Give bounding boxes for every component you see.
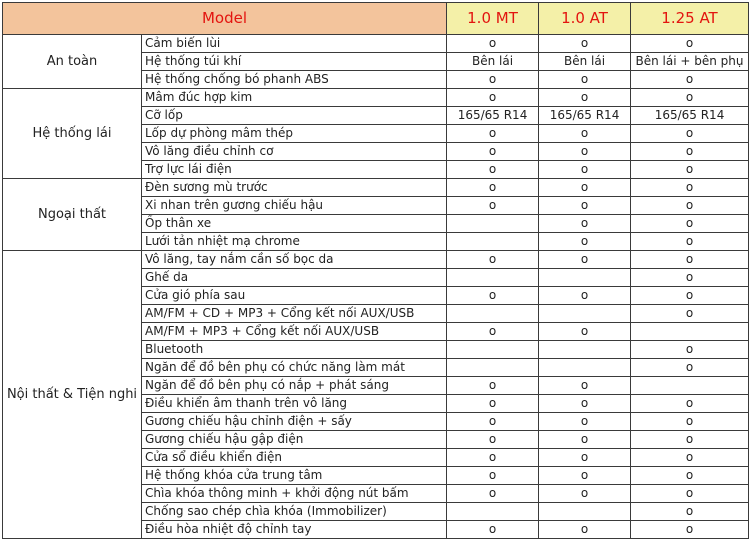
variant-value-1: o <box>447 377 539 395</box>
variant-value-3: o <box>631 161 749 179</box>
variant-value-2: o <box>539 233 631 251</box>
variant-value-2: o <box>539 215 631 233</box>
variant-value-3: o <box>631 197 749 215</box>
variant-value-2 <box>539 359 631 377</box>
spec-table-body <box>3 35 749 539</box>
feature-name: AM/FM + CD + MP3 + Cổng kết nối AUX/USB <box>142 305 447 323</box>
variant-value-3: Bên lái + bên phụ <box>631 53 749 71</box>
variant-value-1: o <box>447 161 539 179</box>
variant-value-2: o <box>539 521 631 539</box>
feature-name: Cỡ lốp <box>142 107 447 125</box>
variant-value-1: o <box>447 449 539 467</box>
variant-value-2: o <box>539 161 631 179</box>
variant-value-2: o <box>539 71 631 89</box>
variant-value-2 <box>539 341 631 359</box>
variant-value-1 <box>447 215 539 233</box>
header-variant-1: 1.0 MT <box>447 3 539 35</box>
feature-name: Lưới tản nhiệt mạ chrome <box>142 233 447 251</box>
variant-value-3: o <box>631 305 749 323</box>
feature-name: Vô lăng điều chỉnh cơ <box>142 143 447 161</box>
variant-value-1: o <box>447 143 539 161</box>
feature-name: Ngăn để đồ bên phụ có nắp + phát sáng <box>142 377 447 395</box>
table-row <box>3 179 749 197</box>
variant-value-2 <box>539 269 631 287</box>
variant-value-2: o <box>539 485 631 503</box>
variant-value-2: o <box>539 125 631 143</box>
variant-value-3: o <box>631 413 749 431</box>
variant-value-2: 165/65 R14 <box>539 107 631 125</box>
variant-value-1: Bên lái <box>447 53 539 71</box>
variant-value-1 <box>447 233 539 251</box>
variant-value-1: o <box>447 467 539 485</box>
variant-value-2: o <box>539 89 631 107</box>
feature-name: Điều khiển âm thanh trên vô lăng <box>142 395 447 413</box>
variant-value-1: o <box>447 251 539 269</box>
variant-value-1: o <box>447 431 539 449</box>
variant-value-3: o <box>631 71 749 89</box>
variant-value-2: o <box>539 413 631 431</box>
table-row <box>3 251 749 269</box>
feature-name: Xi nhan trên gương chiếu hậu <box>142 197 447 215</box>
variant-value-1: 165/65 R14 <box>447 107 539 125</box>
feature-name: Cửa sổ điều khiển điện <box>142 449 447 467</box>
spec-table <box>2 2 749 539</box>
variant-value-1: o <box>447 287 539 305</box>
feature-name: Điều hòa nhiệt độ chỉnh tay <box>142 521 447 539</box>
variant-value-2: o <box>539 395 631 413</box>
variant-value-1: o <box>447 35 539 53</box>
feature-name: AM/FM + MP3 + Cổng kết nối AUX/USB <box>142 323 447 341</box>
variant-value-3: o <box>631 521 749 539</box>
variant-value-3: o <box>631 179 749 197</box>
category-label: Hệ thống lái <box>3 89 142 179</box>
variant-value-2: o <box>539 467 631 485</box>
feature-name: Cửa gió phía sau <box>142 287 447 305</box>
variant-value-3: o <box>631 503 749 521</box>
variant-value-3: o <box>631 233 749 251</box>
variant-value-2: o <box>539 35 631 53</box>
variant-value-3: o <box>631 431 749 449</box>
variant-value-3: o <box>631 287 749 305</box>
variant-value-3: o <box>631 467 749 485</box>
spec-table-header <box>3 3 749 35</box>
table-row <box>3 89 749 107</box>
variant-value-3: o <box>631 449 749 467</box>
variant-value-3 <box>631 377 749 395</box>
header-variant-3: 1.25 AT <box>631 3 749 35</box>
feature-name: Chống sao chép chìa khóa (Immobilizer) <box>142 503 447 521</box>
category-label: An toàn <box>3 35 142 89</box>
feature-name: Chìa khóa thông minh + khởi động nút bấm <box>142 485 447 503</box>
variant-value-2: o <box>539 287 631 305</box>
feature-name: Bluetooth <box>142 341 447 359</box>
variant-value-3: o <box>631 485 749 503</box>
table-row <box>3 35 749 53</box>
header-row <box>3 3 749 35</box>
feature-name: Hệ thống khóa cửa trung tâm <box>142 467 447 485</box>
feature-name: Hệ thống túi khí <box>142 53 447 71</box>
feature-name: Trợ lực lái điện <box>142 161 447 179</box>
feature-name: Vô lăng, tay nắm cần số bọc da <box>142 251 447 269</box>
variant-value-3: o <box>631 35 749 53</box>
variant-value-3: o <box>631 251 749 269</box>
feature-name: Mâm đúc hợp kim <box>142 89 447 107</box>
variant-value-2 <box>539 503 631 521</box>
category-label: Nội thất & Tiện nghi <box>3 251 142 539</box>
variant-value-1: o <box>447 485 539 503</box>
feature-name: Gương chiếu hậu chỉnh điện + sấy <box>142 413 447 431</box>
variant-value-3: 165/65 R14 <box>631 107 749 125</box>
variant-value-1: o <box>447 179 539 197</box>
variant-value-3: o <box>631 143 749 161</box>
variant-value-1 <box>447 269 539 287</box>
variant-value-2: o <box>539 449 631 467</box>
feature-name: Ốp thân xe <box>142 215 447 233</box>
variant-value-3: o <box>631 215 749 233</box>
category-label: Ngoại thất <box>3 179 142 251</box>
variant-value-2: o <box>539 377 631 395</box>
variant-value-1: o <box>447 197 539 215</box>
variant-value-2: o <box>539 143 631 161</box>
header-model: Model <box>3 3 447 35</box>
variant-value-1 <box>447 503 539 521</box>
variant-value-3: o <box>631 125 749 143</box>
variant-value-3: o <box>631 359 749 377</box>
variant-value-1: o <box>447 413 539 431</box>
feature-name: Ghế da <box>142 269 447 287</box>
variant-value-3: o <box>631 269 749 287</box>
variant-value-1: o <box>447 521 539 539</box>
variant-value-3: o <box>631 395 749 413</box>
feature-name: Hệ thống chống bó phanh ABS <box>142 71 447 89</box>
variant-value-2: o <box>539 251 631 269</box>
feature-name: Ngăn để đồ bên phụ có chức năng làm mát <box>142 359 447 377</box>
feature-name: Lốp dự phòng mâm thép <box>142 125 447 143</box>
variant-value-1: o <box>447 89 539 107</box>
variant-value-1: o <box>447 323 539 341</box>
variant-value-1: o <box>447 125 539 143</box>
variant-value-2: o <box>539 431 631 449</box>
feature-name: Đèn sương mù trước <box>142 179 447 197</box>
variant-value-1 <box>447 359 539 377</box>
variant-value-2: o <box>539 179 631 197</box>
header-variant-2: 1.0 AT <box>539 3 631 35</box>
variant-value-2: o <box>539 323 631 341</box>
feature-name: Cảm biến lùi <box>142 35 447 53</box>
variant-value-2: o <box>539 197 631 215</box>
variant-value-3: o <box>631 89 749 107</box>
variant-value-2 <box>539 305 631 323</box>
variant-value-2: Bên lái <box>539 53 631 71</box>
variant-value-1 <box>447 341 539 359</box>
variant-value-1: o <box>447 71 539 89</box>
variant-value-1 <box>447 305 539 323</box>
variant-value-1: o <box>447 395 539 413</box>
variant-value-3 <box>631 323 749 341</box>
feature-name: Gương chiếu hậu gập điện <box>142 431 447 449</box>
variant-value-3: o <box>631 341 749 359</box>
